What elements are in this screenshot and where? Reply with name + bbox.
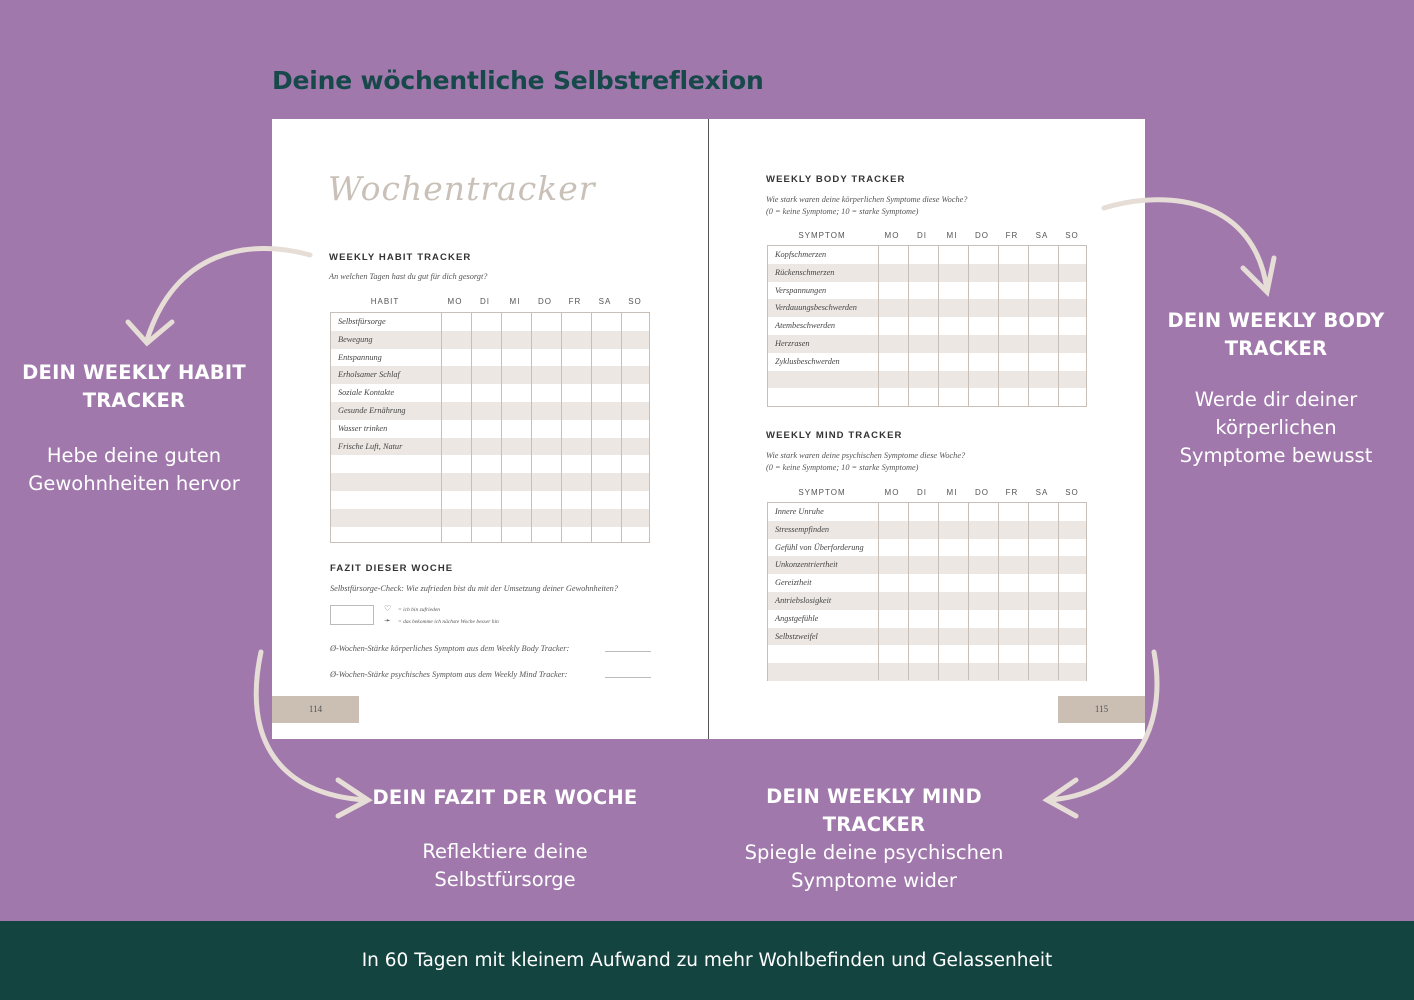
- row-label: Stressempfinden: [775, 524, 830, 534]
- feature-habit-title: DEIN WEEKLY HABIT TRACKER: [22, 361, 246, 412]
- col-head-day: MI: [509, 297, 521, 306]
- row-label: Unkonzentriertheit: [775, 560, 838, 570]
- col-head-day: SA: [1035, 488, 1049, 497]
- arrow-body-icon: [1104, 200, 1267, 290]
- arrow-fazit-icon: [256, 652, 366, 800]
- arrow-right-icon: ➛: [384, 616, 391, 625]
- footer-tagline: In 60 Tagen mit kleinem Aufwand zu mehr Wohlbefinden und Gelassenheit: [0, 921, 1414, 1000]
- row-label: Kopfschmerzen: [775, 250, 827, 259]
- col-head-day: FR: [568, 297, 582, 306]
- heart-icon: ♡: [384, 604, 392, 613]
- row-label: Selbstzweifel: [775, 631, 818, 641]
- col-head-day: SO: [1065, 488, 1079, 497]
- row-label: Soziale Kontakte: [338, 388, 394, 398]
- row-label: Wasser trinken: [338, 423, 388, 433]
- mind-tracker-subtitle-2: (0 = keine Symptome; 10 = starke Symptome): [766, 463, 919, 472]
- col-head-day: DI: [917, 231, 927, 240]
- feature-mind-title: DEIN WEEKLY MIND TRACKER: [766, 785, 982, 836]
- legend-improve: = das bekomme ich nächste Woche besser hin: [398, 619, 499, 625]
- page-number-right: 115: [1058, 696, 1145, 723]
- col-head-day: SA: [598, 297, 612, 306]
- avg-body-label: Ø-Wochen-Stärke körperliches Symptom aus dem Weekly Body Tracker:: [330, 644, 570, 653]
- row-label: Atembeschwerden: [775, 321, 836, 331]
- col-head-day: DI: [917, 488, 927, 497]
- mind-tracker-subtitle-1: Wie stark waren deine psychischen Symptome diese Woche?: [766, 451, 966, 460]
- row-label: Selbstfürsorge: [338, 317, 386, 326]
- row-label: Erholsamer Schlaf: [338, 370, 400, 380]
- row-label: Gereiztheit: [775, 578, 812, 588]
- row-label: Gesunde Ernährung: [338, 406, 406, 415]
- col-head-day: MO: [884, 231, 900, 240]
- col-head-day: SO: [1065, 231, 1079, 240]
- fazit-subtitle: Selbstfürsorge-Check: Wie zufrieden bist du mit der Umsetzung deiner Gewohnheiten?: [330, 584, 618, 593]
- page-heading: Deine wöchentliche Selbstreflexion: [272, 66, 764, 95]
- body-tracker-subtitle-2: (0 = keine Symptome; 10 = starke Symptome): [766, 207, 919, 216]
- row-label: Rückenschmerzen: [775, 267, 835, 277]
- row-label: Herzrasen: [775, 339, 810, 348]
- feature-fazit-title: DEIN FAZIT DER WOCHE: [372, 786, 638, 809]
- col-head-day: FR: [1005, 231, 1019, 240]
- fazit-title: FAZIT DIESER WOCHE: [330, 563, 454, 574]
- col-head-day: MI: [946, 488, 958, 497]
- row-label: Zyklusbeschwerden: [775, 356, 840, 366]
- feature-mind-desc: Spiegle deine psychischen Symptome wider: [744, 841, 1004, 892]
- row-label: Entspannung: [338, 352, 382, 362]
- col-head-day: DO: [975, 231, 989, 240]
- row-label: Angstgefühle: [775, 613, 819, 623]
- col-head-day: DO: [538, 297, 552, 306]
- feature-fazit-desc: Reflektiere deine Selbstfürsorge: [422, 840, 588, 891]
- row-label: Innere Unruhe: [775, 507, 824, 516]
- col-head-label: SYMPTOM: [798, 231, 846, 240]
- col-head-day: DO: [975, 488, 989, 497]
- col-head-label: SYMPTOM: [798, 488, 846, 497]
- col-head-day: FR: [1005, 488, 1019, 497]
- feature-habit-desc: Hebe deine guten Gewohnheiten hervor: [28, 444, 240, 495]
- row-label: Bewegung: [338, 334, 373, 344]
- row-label: Verdauungsbeschwerden: [775, 303, 857, 313]
- col-head-day: SO: [628, 297, 642, 306]
- mind-tracker-title: WEEKLY MIND TRACKER: [766, 430, 903, 441]
- arrow-mind-icon: [1049, 652, 1157, 800]
- col-head-day: MO: [884, 488, 900, 497]
- habit-tracker-title: WEEKLY HABIT TRACKER: [329, 252, 472, 263]
- col-head-label: HABIT: [370, 297, 400, 306]
- body-tracker-title: WEEKLY BODY TRACKER: [766, 174, 906, 185]
- body-tracker-subtitle-1: Wie stark waren deine körperlichen Symptome diese Woche?: [766, 195, 968, 204]
- row-label: Antriebslosigkeit: [775, 596, 832, 605]
- col-head-day: DI: [480, 297, 490, 306]
- arrow-habit-icon: [147, 248, 310, 340]
- col-head-day: MO: [447, 297, 463, 306]
- feature-body-desc: Werde dir deiner körperlichen Symptome bewusst: [1179, 388, 1373, 467]
- col-head-day: SA: [1035, 231, 1049, 240]
- habit-tracker-subtitle: An welchen Tagen hast du gut für dich gesorgt?: [329, 272, 488, 281]
- row-label: Frische Luft, Natur: [338, 441, 403, 451]
- col-head-day: MI: [946, 231, 958, 240]
- script-title: Wochentracker: [328, 169, 596, 208]
- page-number-left: 114: [272, 696, 359, 723]
- legend-satisfied: = ich bin zufrieden: [398, 607, 441, 613]
- avg-mind-label: Ø-Wochen-Stärke psychisches Symptom aus dem Weekly Mind Tracker:: [330, 670, 568, 679]
- row-label: Gefühl von Überforderung: [775, 542, 864, 552]
- row-label: Verspannungen: [775, 285, 827, 295]
- feature-body-title: DEIN WEEKLY BODY TRACKER: [1167, 309, 1385, 360]
